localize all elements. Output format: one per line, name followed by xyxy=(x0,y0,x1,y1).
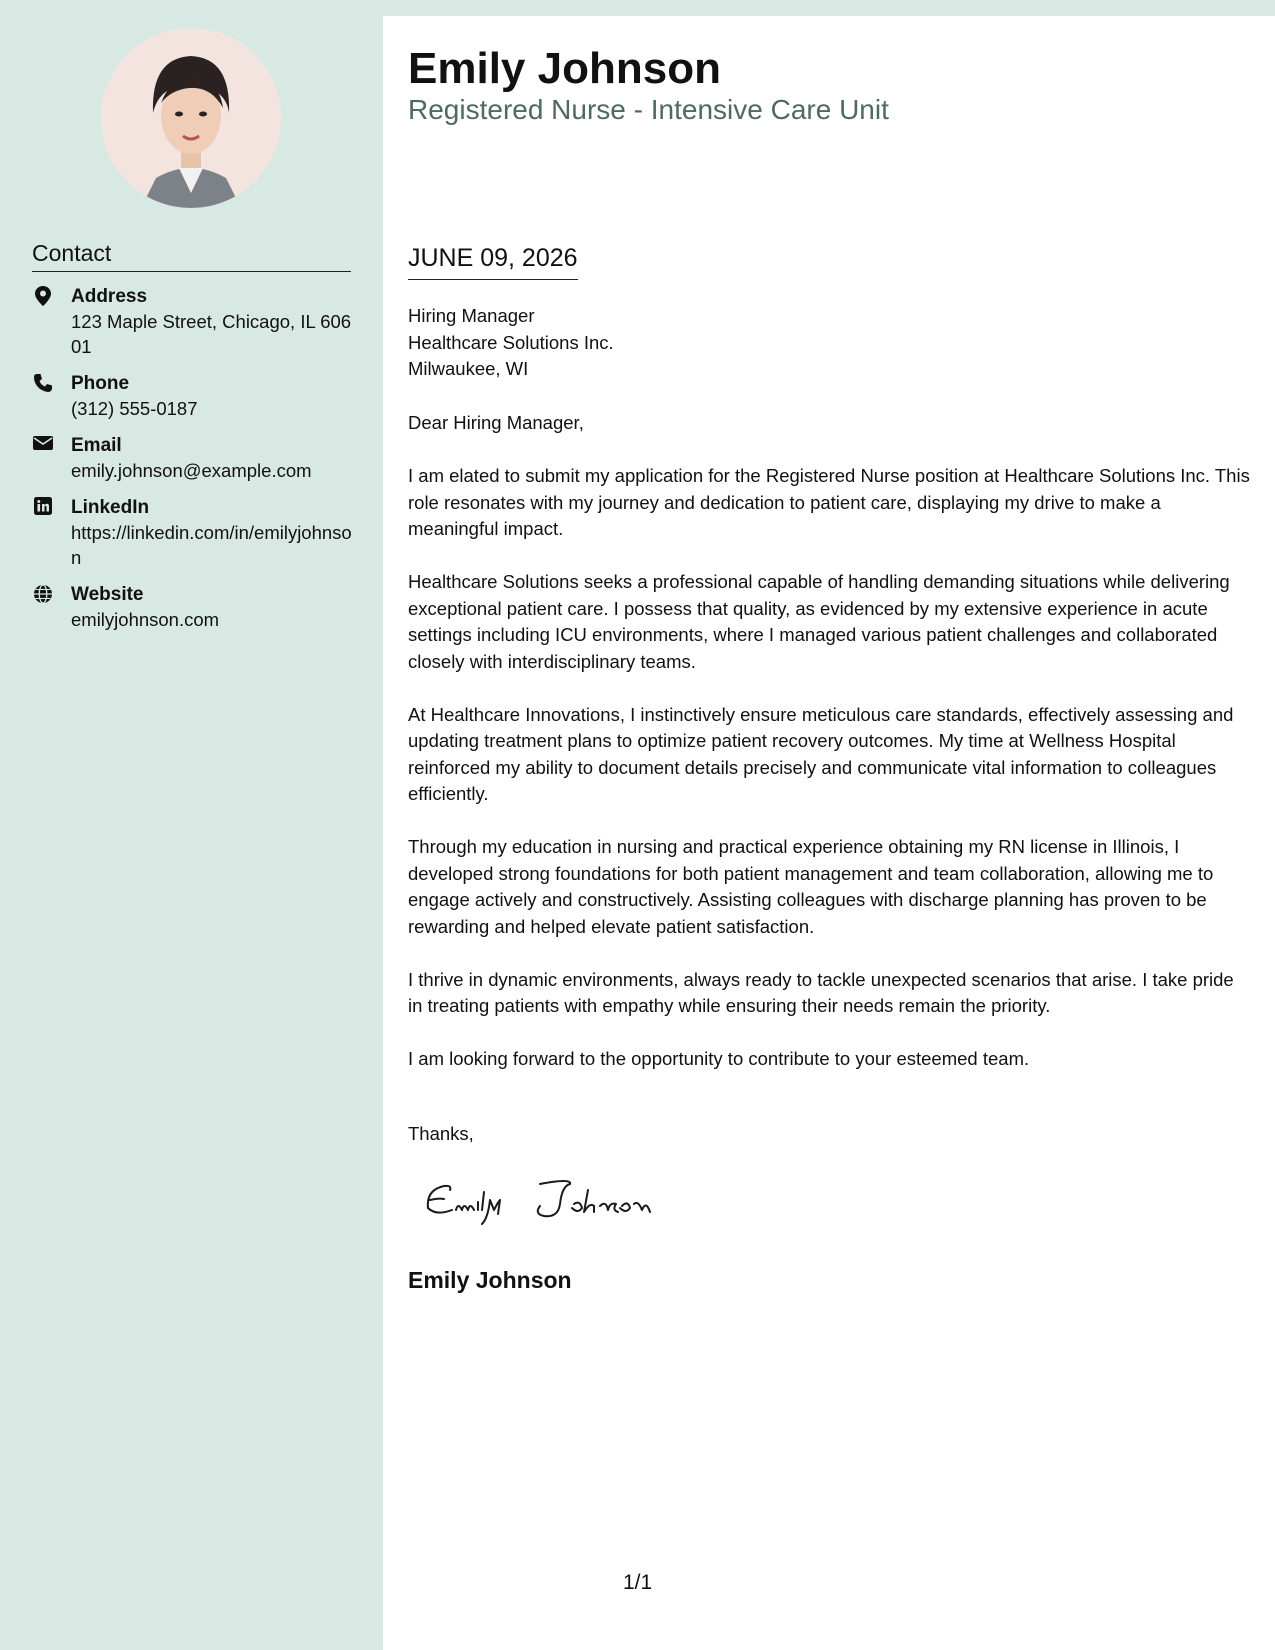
body-paragraph: I thrive in dynamic environments, always ready to tackle unexpected scenarios that arise. I take pride in treating patients with empathy while ensuring their needs remain the priority. xyxy=(408,968,1234,1016)
recipient-line: Hiring Manager xyxy=(408,305,535,326)
body-paragraph: I am looking forward to the opportunity to contribute to your esteemed team. xyxy=(408,1048,1030,1069)
contact-label: Phone xyxy=(71,373,130,394)
contact-phone xyxy=(32,371,354,421)
closing: Thanks, xyxy=(408,1123,474,1144)
contact-label: Email xyxy=(71,435,122,456)
contact-heading: Contact xyxy=(32,240,351,272)
contact-list xyxy=(32,284,354,644)
letter-body xyxy=(408,410,1253,1099)
page-number: 1/1 xyxy=(623,1571,653,1594)
recipient-block xyxy=(408,303,614,383)
contact-linkedin xyxy=(32,495,354,570)
contact-email xyxy=(32,433,354,483)
envelope-icon xyxy=(32,435,54,457)
body-paragraph: I am elated to submit my application for the Registered Nurse position at Healthcare Solutions Inc. This role resonates with my journey and dedication to patient care, displaying my drive to make a meaningful impact. xyxy=(408,465,1250,539)
location-pin-icon xyxy=(32,286,54,308)
linkedin-value[interactable]: https://linkedin.com/in/emilyjohnson xyxy=(71,522,352,568)
contact-address xyxy=(32,284,354,359)
job-title: Registered Nurse - Intensive Care Unit xyxy=(408,94,889,125)
globe-icon xyxy=(32,584,54,606)
sidebar xyxy=(0,0,383,1650)
recipient-line: Milwaukee, WI xyxy=(408,358,529,379)
recipient-line: Healthcare Solutions Inc. xyxy=(408,331,614,353)
contact-label: Address xyxy=(71,286,148,307)
salutation: Dear Hiring Manager, xyxy=(408,412,584,433)
website-value[interactable]: emilyjohnson.com xyxy=(71,609,220,630)
profile-photo xyxy=(101,28,281,208)
body-paragraph: At Healthcare Innovations, I instinctively ensure meticulous care standards, effectively assessing and updating treatment plans to optimize patient recovery outcomes. My time at Wellness Hospital reinforced my ability to document details precisely and communicate vital information to colleagues efficiently. xyxy=(408,703,1234,804)
contact-label: LinkedIn xyxy=(71,497,150,518)
letter-date: JUNE 09, 2026 xyxy=(408,244,578,280)
phone-icon xyxy=(32,373,54,395)
linkedin-icon xyxy=(32,497,54,519)
body-paragraph: Healthcare Solutions seeks a professional capable of handling demanding situations while delivering exceptional patient care. I possess that quality, as evidenced by my extensive experience in acute settings including ICU environments, where I managed various patient challenges and collaborated closely with interdisciplinary teams. xyxy=(408,571,1230,672)
contact-website xyxy=(32,582,354,632)
phone-value: (312) 555-0187 xyxy=(71,398,198,419)
handwritten-signature xyxy=(422,1170,662,1235)
contact-label: Website xyxy=(71,584,144,605)
applicant-name: Emily Johnson xyxy=(408,44,721,93)
email-value[interactable]: emily.johnson@example.com xyxy=(71,460,312,481)
address-value: 123 Maple Street, Chicago, IL 60601 xyxy=(71,311,352,357)
body-paragraph: Through my education in nursing and practical experience obtaining my RN license in Illinois, I developed strong foundations for both patient management and team collaboration, allowing me to engage actively and constructively. Assisting colleagues with discharge planning has proven to be rewarding and helped elevate patient satisfaction. xyxy=(408,836,1214,937)
signer-name: Emily Johnson xyxy=(408,1267,572,1293)
